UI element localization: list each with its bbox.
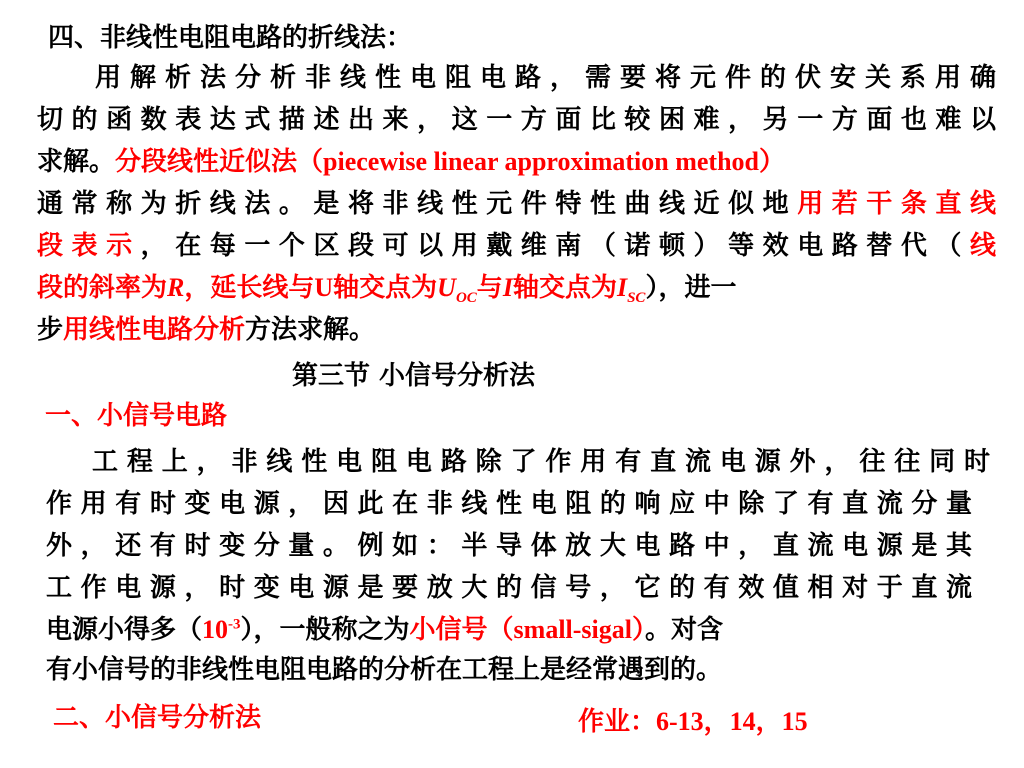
symbol-u-axis: U xyxy=(314,273,334,302)
section-heading-text: 四、非线性电阻电路的折线法： xyxy=(48,23,413,53)
paragraph-line xyxy=(37,268,996,308)
paragraph-line xyxy=(92,442,990,482)
text: 。对含 xyxy=(645,615,724,645)
section-title-text: 第三节 小信号分析法 xyxy=(292,361,536,391)
highlight-text: 分段线性近似法（ xyxy=(115,147,324,177)
text: 电源小得多（ xyxy=(46,615,203,645)
subsection-heading-text: 二、小信号分析法 xyxy=(53,703,262,733)
paragraph-line xyxy=(37,184,996,224)
highlight-text: 用若干条直线 xyxy=(797,189,996,219)
section-heading-piecewise xyxy=(48,18,996,58)
highlight-text: 用线性电路分析 xyxy=(63,315,246,345)
highlight-term: small-sigal xyxy=(513,615,632,644)
highlight-term: piecewise linear approximation method xyxy=(323,147,760,176)
text: 求解。 xyxy=(37,147,116,177)
highlight-text: 段表示 xyxy=(37,231,141,261)
text: 通常称为折线法。是将非线性元件特性曲线近似地 xyxy=(37,189,798,219)
superscript-exponent: -3 xyxy=(228,616,241,633)
text: 工程上，非线性电阻电路除了作用有直流电源外，往往同时 xyxy=(92,447,990,477)
highlight-text: 轴交点为 xyxy=(333,273,438,303)
text: 切的函数表达式描述出来，这一方面比较困难，另一方面也难以 xyxy=(37,105,996,135)
symbol-i-axis: I xyxy=(502,273,513,302)
text: 外，还有时变分量。例如：半导体放大电路中，直流电源是其 xyxy=(46,531,972,561)
paragraph-line xyxy=(46,568,972,608)
text: ），进一 xyxy=(645,273,737,303)
subscript-oc: OC xyxy=(455,290,477,307)
text: ），一般称之为 xyxy=(240,615,410,645)
highlight-text: ，延长线与 xyxy=(184,273,315,303)
paragraph-line xyxy=(37,226,996,266)
symbol-r: R xyxy=(167,273,185,302)
text: 有小信号的非线性电阻电路的分析在工程上是经常遇到的。 xyxy=(46,655,723,685)
highlight-number: 10 xyxy=(202,615,229,644)
symbol-isc: I xyxy=(616,273,628,302)
homework xyxy=(578,702,996,742)
homework-label: 作业： xyxy=(578,707,657,737)
paragraph-line xyxy=(46,526,972,566)
highlight-text: 与 xyxy=(476,273,503,303)
highlight-text: ） xyxy=(632,615,646,645)
subsection-heading-small-signal-circuit xyxy=(45,396,996,436)
text: 方法求解。 xyxy=(245,315,376,345)
highlight-text: 轴交点为 xyxy=(512,273,617,303)
text: 用解析法分析非线性电阻电路，需要将元件的伏安关系用确 xyxy=(95,63,996,93)
highlight-text: 小信号（ xyxy=(409,615,514,645)
text: ，在每一个区段可以用戴维南（诺顿）等效电路替代（ xyxy=(140,231,970,261)
highlight-text: ） xyxy=(759,147,786,177)
paragraph-line xyxy=(46,610,972,650)
text: 工作电源，时变电源是要放大的信号，它的有效值相对于直流 xyxy=(46,573,972,603)
paragraph-line xyxy=(95,58,996,98)
subsection-heading-text: 一、小信号电路 xyxy=(45,401,228,431)
paragraph-line xyxy=(37,142,996,182)
highlight-text: 段的斜率为 xyxy=(37,273,168,303)
paragraph-line xyxy=(46,484,972,524)
highlight-text: 线 xyxy=(969,231,996,261)
subscript-sc: SC xyxy=(627,290,646,307)
section-title xyxy=(292,356,996,396)
text: 步 xyxy=(37,315,64,345)
paragraph-line xyxy=(46,650,972,690)
homework-items: 6-13，14，15 xyxy=(656,707,808,736)
text: 作用有时变电源，因此在非线性电阻的响应中除了有直流分量 xyxy=(46,489,972,519)
paragraph-line xyxy=(37,100,996,140)
symbol-uoc: U xyxy=(437,273,456,302)
paragraph-line xyxy=(37,310,996,350)
